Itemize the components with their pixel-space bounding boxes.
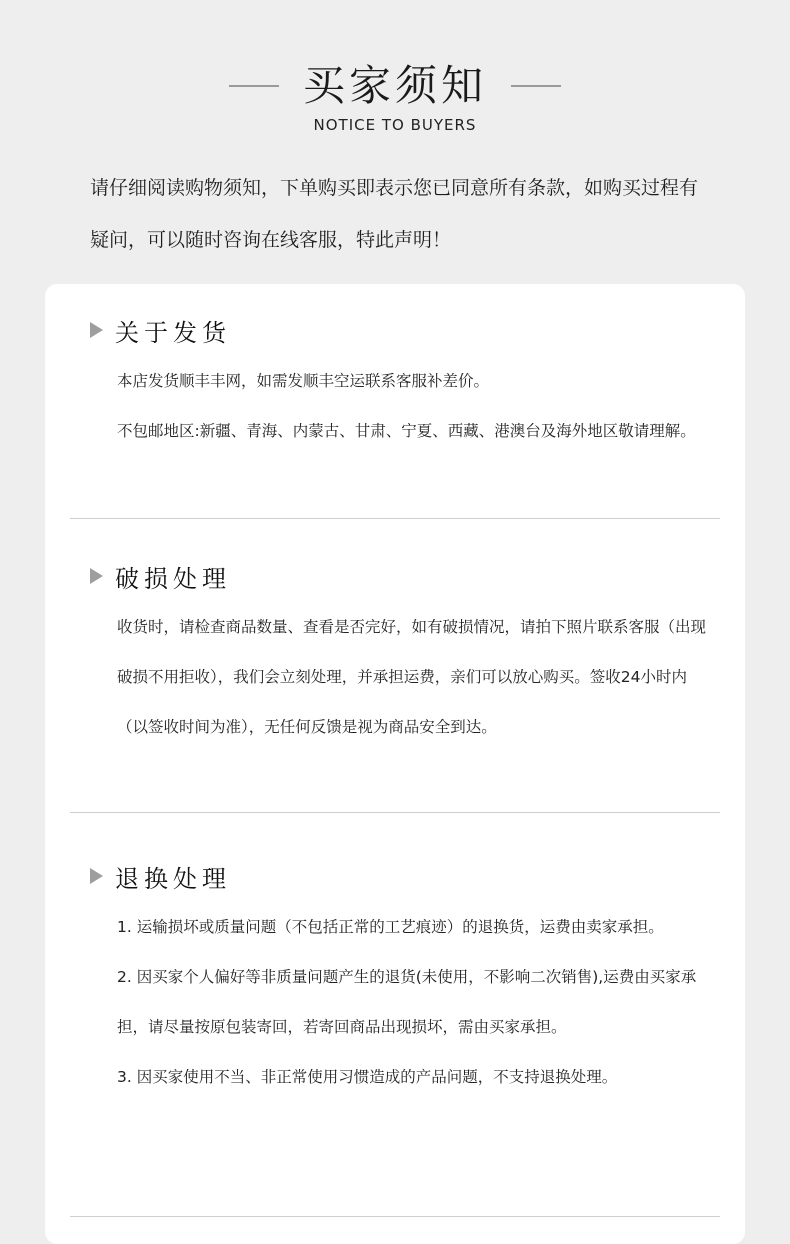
- page-title: 买家须知: [302, 61, 487, 110]
- section-title: 退换处理: [115, 864, 231, 893]
- triangle-bullet-icon: [90, 568, 103, 584]
- section-body: [117, 902, 717, 1102]
- section-returns: [70, 854, 720, 1102]
- notice-card: [45, 284, 745, 1244]
- section-paragraph: 1. 运输损坏或质量问题（不包括正常的工艺痕迹）的退换货，运费由卖家承担。: [117, 918, 664, 936]
- section-heading: [70, 554, 720, 598]
- section-paragraph: 收货时，请检查商品数量、查看是否完好，如有破损情况，请拍下照片联系客服（出现破损不用拒收），我们会立刻处理，并承担运费，亲们可以放心购买。签收24小时内（以签收时间为准），无任何反馈是视为商品安全到达。: [117, 618, 707, 736]
- section-heading: [70, 854, 720, 898]
- section-divider: [70, 812, 720, 813]
- section-damage: [70, 554, 720, 752]
- intro-text: 请仔细阅读购物须知，下单购买即表示您已同意所有条款，如购买过程有疑问，可以随时咨询在线客服，特此声明！: [90, 177, 699, 251]
- title-left-line: [229, 85, 279, 87]
- section-body: [117, 356, 717, 456]
- section-heading: [70, 308, 720, 352]
- triangle-bullet-icon: [90, 322, 103, 338]
- section-title: 关于发货: [115, 318, 231, 347]
- section-divider: [70, 518, 720, 519]
- section-shipping: [70, 308, 720, 456]
- section-paragraph: 2. 因买家个人偏好等非质量问题产生的退货(未使用，不影响二次销售),运费由买家承担，请尽量按原包装寄回，若寄回商品出现损坏，需由买家承担。: [117, 968, 697, 1036]
- section-paragraph: 本店发货顺丰丰网，如需发顺丰空运联系客服补差价。: [117, 372, 490, 390]
- page-subtitle: NOTICE TO BUYERS: [313, 116, 477, 134]
- title-row: [0, 58, 790, 114]
- section-body: [117, 602, 717, 752]
- section-paragraph: 3. 因买家使用不当、非正常使用习惯造成的产品问题，不支持退换处理。: [117, 1068, 618, 1086]
- section-paragraph: 不包邮地区:新疆、青海、内蒙古、甘肃、宁夏、西藏、港澳台及海外地区敬请理解。: [117, 422, 696, 440]
- section-divider: [70, 1216, 720, 1217]
- notice-header: [0, 58, 790, 134]
- title-right-line: [511, 85, 561, 87]
- triangle-bullet-icon: [90, 868, 103, 884]
- section-title: 破损处理: [115, 564, 231, 593]
